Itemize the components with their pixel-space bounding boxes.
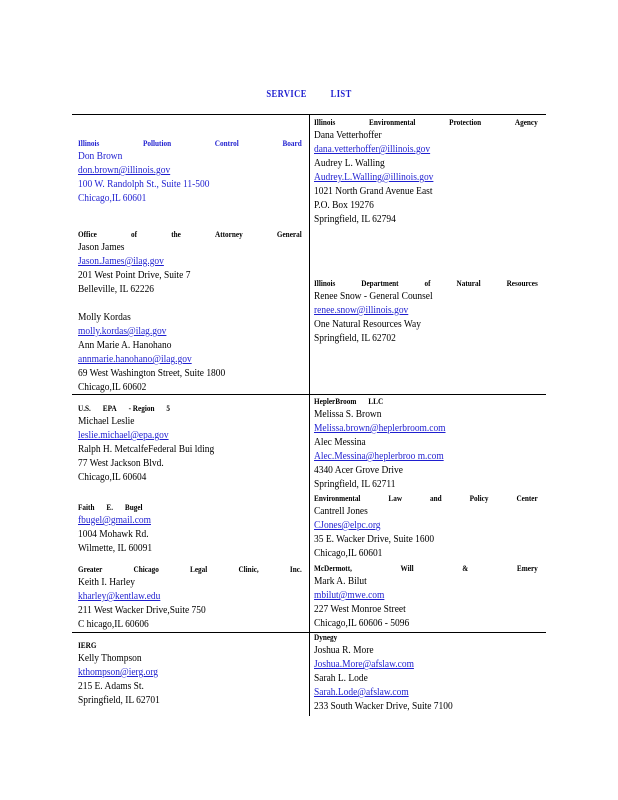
entry-legal-clinic <box>78 564 303 632</box>
address-line: Springfield, IL 62701 <box>78 695 160 706</box>
organization-name <box>78 403 302 414</box>
text-row <box>78 618 281 632</box>
address-line: Chicago,IL 60601 <box>314 548 383 559</box>
organization-name <box>78 502 302 513</box>
address-line: Melissa S. Brown <box>314 409 382 420</box>
text-row <box>314 318 517 332</box>
address-line: 211 West Wacker Drive,Suite 750 <box>78 605 206 616</box>
address-line: Sarah L. Lode <box>314 673 368 684</box>
text-row <box>314 547 517 561</box>
address-line: Joshua R. More <box>314 645 374 656</box>
email-row[interactable] <box>78 353 281 367</box>
organization-word: Center <box>516 493 538 503</box>
address-line: Wilmette, IL 60091 <box>78 543 153 554</box>
text-row <box>314 505 517 519</box>
text-row <box>314 290 517 304</box>
entry-faith-bugel <box>78 502 303 556</box>
organization-word: Inc. <box>289 564 302 574</box>
organization-word: Attorney <box>215 229 243 239</box>
text-row <box>314 199 517 213</box>
organization-word: Bugel <box>124 502 143 512</box>
organization-word: and <box>430 493 442 503</box>
organization-word: the <box>171 229 181 239</box>
text-row <box>314 436 517 450</box>
text-row <box>78 415 281 429</box>
text-row <box>78 576 281 590</box>
text-row <box>314 408 517 422</box>
address-line: Alec Messina <box>314 437 366 448</box>
address-line: Audrey L. Walling <box>314 158 385 169</box>
organization-word: Will <box>400 563 414 573</box>
text-row <box>78 652 281 666</box>
email-link[interactable]: CJones@elpc.org <box>314 520 381 531</box>
address-line: Ralph H. MetcalfeFederal Bui lding <box>78 444 215 455</box>
organization-word: Protection <box>449 117 482 127</box>
organization-word: Greater <box>78 564 103 574</box>
email-link[interactable]: annmarie.hanohano@ilag.gov <box>78 354 192 365</box>
email-row[interactable] <box>314 686 517 700</box>
text-row <box>78 367 281 381</box>
organization-name <box>314 493 538 504</box>
address-line: Chicago,IL 60601 <box>78 193 147 204</box>
email-row[interactable] <box>314 171 517 185</box>
address-line: Keith I. Harley <box>78 577 135 588</box>
address-line: Belleville, IL 62226 <box>78 284 155 295</box>
entry-heplerbroom <box>314 396 539 492</box>
text-row <box>314 700 517 714</box>
email-link[interactable]: Alec.Messina@heplerbroo m.com <box>314 451 444 462</box>
organization-word: Illinois <box>314 117 336 127</box>
organization-word: Natural <box>456 278 481 288</box>
address-line: Ann Marie A. Hanohano <box>78 340 172 351</box>
text-row <box>314 478 517 492</box>
entry-illinois-epa <box>314 117 539 227</box>
address-line: 1004 Mohawk Rd. <box>78 529 149 540</box>
text-row <box>78 339 281 353</box>
email-link[interactable]: dana.vetterhoffer@illinois.gov <box>314 144 431 155</box>
email-link[interactable]: Jason.James@ilag.gov <box>78 256 164 267</box>
organization-word: Illinois <box>314 278 336 288</box>
address-line: Springfield, IL 62794 <box>314 214 396 225</box>
email-link[interactable]: kharley@kentlaw.edu <box>78 591 161 602</box>
organization-word: Control <box>214 138 239 148</box>
organization-word: Emery <box>516 563 538 573</box>
address-line: 1021 North Grand Avenue East <box>314 186 433 197</box>
text-row <box>78 542 281 556</box>
organization-word: EPA <box>102 403 117 413</box>
email-row[interactable] <box>78 429 281 443</box>
address-line: Jason James <box>78 242 125 253</box>
organization-word: - Region <box>128 403 155 413</box>
organization-word: E. <box>106 502 113 512</box>
organization-word: U.S. <box>78 403 91 413</box>
text-row <box>78 311 281 325</box>
text-row <box>78 604 281 618</box>
organization-word: Faith <box>78 502 95 512</box>
organization-word: Department <box>361 278 399 288</box>
text-row <box>314 672 517 686</box>
address-line: Molly Kordas <box>78 312 131 323</box>
organization-word: Environmental <box>369 117 416 127</box>
organization-word: IERG <box>78 640 97 650</box>
email-row[interactable] <box>314 519 517 533</box>
email-row[interactable] <box>78 255 281 269</box>
entry-natural-resources <box>314 278 539 346</box>
address-line: Kelly Thompson <box>78 653 142 664</box>
address-line: 201 West Point Drive, Suite 7 <box>78 270 191 281</box>
organization-word: Policy <box>469 493 489 503</box>
address-line: Renee Snow - General Counsel <box>314 291 433 302</box>
email-link[interactable]: don.brown@illinois.gov <box>78 165 171 176</box>
address-line: P.O. Box 19276 <box>314 200 374 211</box>
email-row[interactable] <box>314 450 517 464</box>
email-row[interactable] <box>78 164 281 178</box>
organization-name <box>78 229 302 240</box>
address-line: One Natural Resources Way <box>314 319 421 330</box>
email-link[interactable]: renee.snow@illinois.gov <box>314 305 409 316</box>
text-row <box>314 332 517 346</box>
email-row[interactable] <box>314 658 517 672</box>
text-row <box>78 471 281 485</box>
organization-word: 5 <box>166 403 170 413</box>
email-link[interactable]: molly.kordas@ilag.gov <box>78 326 167 337</box>
organization-name <box>314 396 538 407</box>
email-row[interactable] <box>78 666 281 680</box>
organization-word: Resources <box>506 278 538 288</box>
organization-word: Environmental <box>314 493 361 503</box>
text-row <box>314 533 517 547</box>
address-line: Chicago,IL 60604 <box>78 472 147 483</box>
text-row <box>78 283 281 297</box>
organization-word: LLC <box>368 396 384 406</box>
address-line: 69 West Washington Street, Suite 1800 <box>78 368 226 379</box>
organization-name <box>78 138 302 149</box>
organization-word: General <box>276 229 302 239</box>
address-line: Cantrell Jones <box>314 506 368 517</box>
organization-name <box>78 640 302 651</box>
email-link[interactable]: Sarah.Lode@afslaw.com <box>314 687 409 698</box>
address-line: 4340 Acer Grove Drive <box>314 465 403 476</box>
organization-word: of <box>424 278 431 288</box>
organization-word: McDermott, <box>314 563 352 573</box>
page-title <box>46 89 571 100</box>
email-link[interactable]: fbugel@gmail.com <box>78 515 151 526</box>
text-row <box>78 694 281 708</box>
text-row <box>314 185 517 199</box>
entry-us-epa <box>78 403 303 485</box>
text-row <box>314 617 517 631</box>
address-line: C hicago,IL 60606 <box>78 619 149 630</box>
organization-word: Dynegy <box>314 632 338 642</box>
organization-word: Law <box>388 493 403 503</box>
text-row <box>314 213 517 227</box>
entry-attorney-general <box>78 229 303 395</box>
organization-name <box>314 632 538 643</box>
entry-ierg <box>78 640 303 708</box>
email-row[interactable] <box>314 143 517 157</box>
organization-word: Legal <box>190 564 208 574</box>
address-line: Dana Vetterhoffer <box>314 130 382 141</box>
address-line: Michael Leslie <box>78 416 135 427</box>
address-line: Springfield, IL 62702 <box>314 333 396 344</box>
email-row[interactable] <box>78 590 281 604</box>
organization-word: Illinois <box>78 138 100 148</box>
entry-mcdermott <box>314 563 539 631</box>
address-line: 35 E. Wacker Drive, Suite 1600 <box>314 534 435 545</box>
address-line: 77 West Jackson Blvd. <box>78 458 164 469</box>
email-row[interactable] <box>78 325 281 339</box>
text-row <box>78 192 281 206</box>
address-line: 227 West Monroe Street <box>314 604 406 615</box>
organization-name <box>314 117 538 128</box>
column-divider <box>309 114 310 716</box>
address-line: Chicago,IL 60602 <box>78 382 147 393</box>
address-line: 215 E. Adams St. <box>78 681 144 692</box>
address-line: 100 W. Randolph St., Suite 11-500 <box>78 179 210 190</box>
organization-name <box>314 278 538 289</box>
text-row <box>78 680 281 694</box>
organization-name <box>78 564 302 575</box>
entry-pollution-board <box>78 138 303 206</box>
text-row <box>314 157 517 171</box>
organization-word: Chicago <box>133 564 159 574</box>
entry-dynegy <box>314 632 539 714</box>
email-link[interactable]: mbilut@mwe.com <box>314 590 385 601</box>
organization-word: Agency <box>514 117 538 127</box>
email-link[interactable]: Joshua.More@afslaw.com <box>314 659 414 670</box>
text-row <box>78 443 281 457</box>
organization-word: Clinic, <box>238 564 259 574</box>
address-line: Mark A. Bilut <box>314 576 367 587</box>
entry-elpc <box>314 493 539 561</box>
text-row <box>78 528 281 542</box>
title-word: SERVICE <box>266 89 307 100</box>
text-row <box>314 603 517 617</box>
text-row <box>314 464 517 478</box>
title-word: LIST <box>330 89 352 100</box>
address-line: Chicago,IL 60606 - 5096 <box>314 618 410 629</box>
text-row <box>78 269 281 283</box>
spacer <box>78 297 303 311</box>
email-link[interactable]: kthompson@ierg.org <box>78 667 159 678</box>
address-line: 233 South Wacker Drive, Suite 7100 <box>314 701 453 712</box>
organization-name <box>314 563 538 574</box>
text-row <box>78 381 281 395</box>
email-link[interactable]: Audrey.L.Walling@illinois.gov <box>314 172 434 183</box>
text-row <box>78 241 281 255</box>
organization-word: Office <box>78 229 97 239</box>
email-row[interactable] <box>314 422 517 436</box>
text-row <box>78 457 281 471</box>
address-line: Don Brown <box>78 151 123 162</box>
text-row <box>314 644 517 658</box>
organization-word: & <box>462 563 469 573</box>
organization-word: Board <box>282 138 302 148</box>
email-row[interactable] <box>78 514 281 528</box>
organization-word: HeplerBroom <box>314 396 357 406</box>
address-line: Springfield, IL 62711 <box>314 479 396 490</box>
email-row[interactable] <box>314 589 517 603</box>
email-link[interactable]: Melissa.brown@heplerbroom.com <box>314 423 446 434</box>
organization-word: of <box>131 229 138 239</box>
text-row <box>314 575 517 589</box>
text-row <box>314 129 517 143</box>
text-row <box>78 150 281 164</box>
text-row <box>78 178 281 192</box>
organization-word: Pollution <box>142 138 172 148</box>
email-link[interactable]: leslie.michael@epa.gov <box>78 430 169 441</box>
email-row[interactable] <box>314 304 517 318</box>
